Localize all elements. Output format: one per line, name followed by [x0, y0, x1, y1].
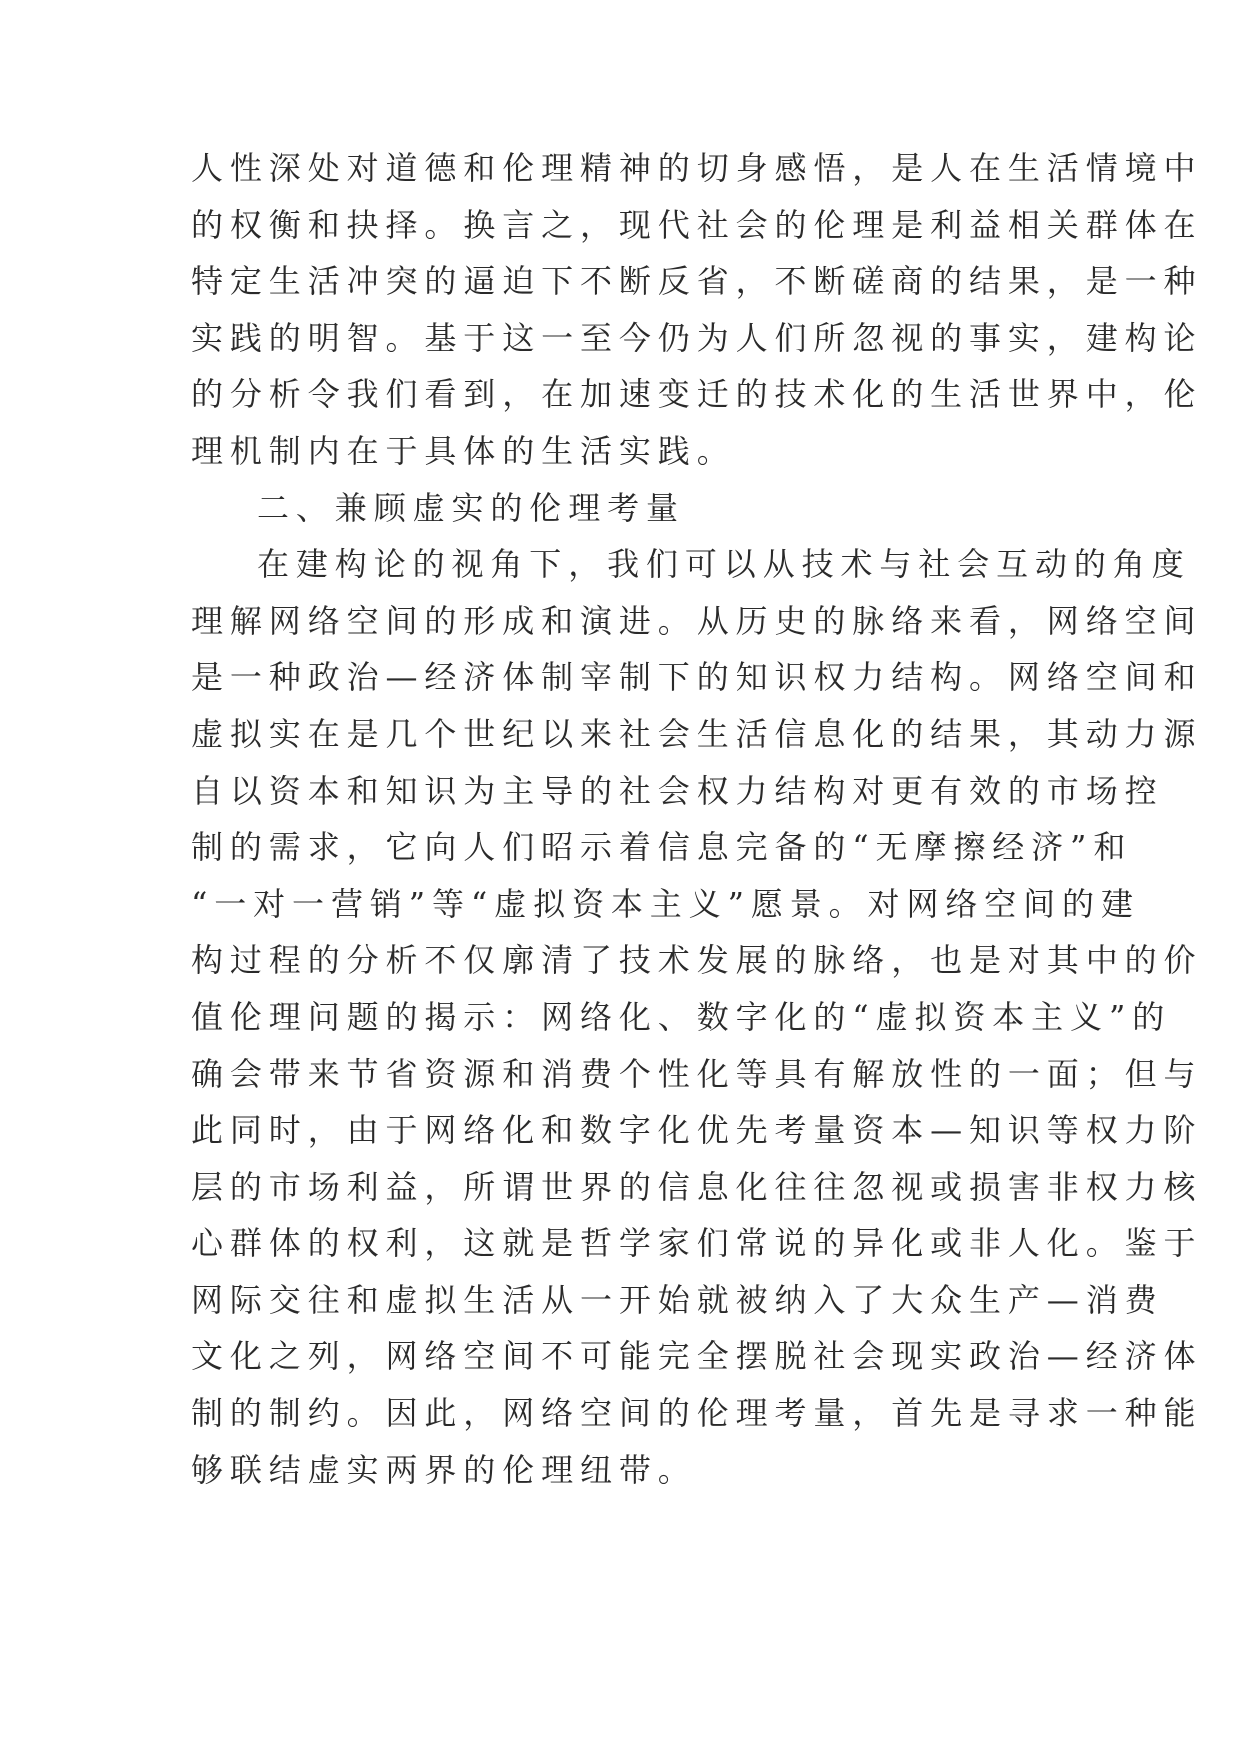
- paragraph-line: 层的市场利益，所谓世界的信息化往往忽视或损害非权力核: [191, 1167, 1203, 1206]
- paragraph-line: 构过程的分析不仅廓清了技术发展的脉络，也是对其中的价: [191, 941, 1203, 980]
- paragraph-line: 是一种政治—经济体制宰制下的知识权力结构。网络空间和: [191, 658, 1203, 697]
- paragraph-line: 虚拟实在是几个世纪以来社会生活信息化的结果，其动力源: [191, 714, 1203, 753]
- paragraph-line: 文化之列，网络空间不可能完全摆脱社会现实政治—经济体: [191, 1337, 1203, 1376]
- paragraph-line: 实践的明智。基于这一至今仍为人们所忽视的事实，建构论: [191, 318, 1203, 357]
- paragraph-line: 理机制内在于具体的生活实践。: [191, 431, 736, 470]
- paragraph-line: 在建构论的视角下，我们可以从技术与社会互动的角度: [257, 545, 1191, 584]
- paragraph-line: 值伦理问题的揭示：网络化、数字化的“虚拟资本主义”的: [191, 997, 1172, 1036]
- paragraph-1: [191, 140, 1203, 480]
- paragraph-line: 特定生活冲突的逼迫下不断反省，不断磋商的结果，是一种: [191, 262, 1203, 301]
- paragraph-line: 人性深处对道德和伦理精神的切身感悟，是人在生活情境中: [191, 149, 1203, 187]
- paragraph-line: 的分析令我们看到，在加速变迁的技术化的生活世界中，伦: [191, 375, 1203, 414]
- paragraph-line: 网际交往和虚拟生活从一开始就被纳入了大众生产—消费: [191, 1280, 1164, 1319]
- paragraph-line: 理解网络空间的形成和演进。从历史的脉络来看，网络空间: [191, 601, 1203, 640]
- paragraph-line: 确会带来节省资源和消费个性化等具有解放性的一面；但与: [191, 1054, 1203, 1093]
- paragraph-line: 心群体的权利，这就是哲学家们常说的异化或非人化。鉴于: [191, 1224, 1203, 1263]
- paragraph-line: “一对一营销”等“虚拟资本主义”愿景。对网络空间的建: [191, 884, 1140, 923]
- paragraph-line: 够联结虚实两界的伦理纽带。: [191, 1450, 697, 1489]
- document-body: [191, 140, 1203, 1498]
- paragraph-line: 制的需求，它向人们昭示着信息完备的“无摩擦经济”和: [191, 828, 1133, 867]
- paragraph-line: 的权衡和抉择。换言之，现代社会的伦理是利益相关群体在: [191, 205, 1203, 244]
- paragraph-line: 此同时，由于网络化和数字化优先考量资本—知识等权力阶: [191, 1111, 1203, 1150]
- paragraph-line: 自以资本和知识为主导的社会权力结构对更有效的市场控: [191, 771, 1164, 810]
- paragraph-line: 制的制约。因此，网络空间的伦理考量，首先是寻求一种能: [191, 1394, 1203, 1433]
- paragraph-2: [191, 536, 1203, 1498]
- section-heading: 二、兼顾虚实的伦理考量: [257, 488, 685, 527]
